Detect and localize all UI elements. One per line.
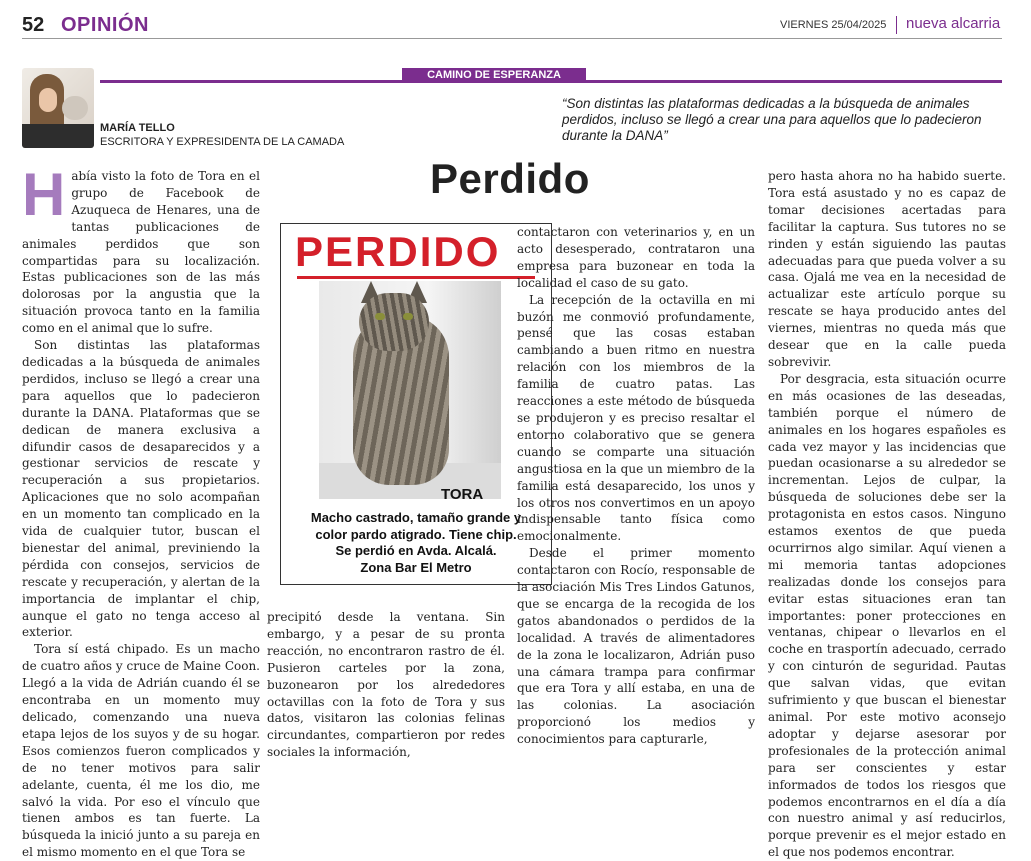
section-title: OPINIÓN xyxy=(61,14,149,36)
poster-desc-line: Zona Bar El Metro xyxy=(360,559,472,575)
pull-quote: “Son distintas las plataformas dedicadas a la búsqueda de animales perdidos, incluso se llegó a crear una para aquellos que lo padecieron durante la DANA” xyxy=(562,96,982,143)
header-rule xyxy=(22,38,1002,39)
lost-cat-poster xyxy=(280,223,552,585)
article-column-1 xyxy=(22,161,260,861)
article-title: Perdido xyxy=(430,155,590,202)
paragraph: La recepción de la octavilla en mi buzón me conmovió profundamente, pensé que las cosas estaban cambiando a buen ritmo en nuestra relación con los miembros de la familia de cuatro patas. Las reacciones a este método de búsqueda se produjeron y es preciso resaltar el entorno colaborativo que se genera cuando se comparte una situación angustiosa en la que un miembro de la familia está desaparecido, los unos y los otros nos convertimos en un apoyo indispensable tanto física como emocionalmente. xyxy=(517,292,755,544)
paragraph: abía visto la foto de Tora en el grupo de Facebook de Azuqueca de Henares, una de tantas publicaciones de animales perdidos que son compartidas para su localización. Estas publicaciones son de las más dolorosas por la angustia que la situación provoca tanto en la familia como en el animal que lo sufre. xyxy=(22,169,260,336)
paragraph: Son distintas las plataformas dedicadas a la búsqueda de animales perdidos, incluso se llegó a crear una para aquellos que lo padecieron durante la DANA. Plataformas que se dedican de manera exclusiva a difundir casos de desaparecidos y a gestionar servicios de rescate y recuperación a sus propietarios. Aplicaciones que no solo acompañan en un momento tan complicado en la vida de cualquier tutor, buscan el bienestar del animal, previniendo la pérdida con consejos, servicios de rescate y recuperación, y alertan de la importancia de implantar el chip, aunque el gato no tenga acceso al exterior. xyxy=(22,338,260,640)
issue-date: VIERNES 25/04/2025 xyxy=(780,19,887,31)
newspaper-brand: nueva alcarria xyxy=(906,15,1001,32)
header-divider xyxy=(896,16,897,34)
paragraph: Desde el primer momento contactaron con Rocío, responsable de la asociación Mis Tres Lindos Gatunos, que se encarga de la recogida de los gatos abandonados o perdidos de la localidad. A través de alimentadores de la zona le localizaron, Adrián puso una cámara trampa para confirmar que era Tora y allí estaba, en una de las colonias. La asociación proporcionó los medios y conocimientos para capturarle, xyxy=(517,546,755,747)
paragraph: contactaron con veterinarios y, en un acto desesperado, contrataron una empresa para buzonear en toda la localidad el caso de su gato. xyxy=(517,225,755,290)
article-column-2 xyxy=(267,609,505,761)
cat-name-label: TORA xyxy=(441,486,484,503)
article-column-3 xyxy=(517,224,755,748)
article-column-4 xyxy=(768,168,1006,861)
poster-desc-line: Macho castrado, tamaño grande y xyxy=(310,510,522,525)
poster-desc-line: Se perdió en Avda. Alcalá. xyxy=(335,543,497,558)
page-number: 52 xyxy=(22,14,45,36)
cat-photo xyxy=(319,281,501,499)
author-role: ESCRITORA Y EXPRESIDENTA DE LA CAMADA xyxy=(100,136,345,148)
paragraph: pero hasta ahora no ha habido suerte. Tora está asustado y no es capaz de tomar decisiones acertadas para facilitar la captura. Sus tutores no se rinden y están siguiendo las pautas adecuadas para que pueda volver a su casa. Ojalá me vea en la necesidad de actualizar este artículo porque su rescate se haya producido antes del viernes, mientras no queda más que desear que en la calle pueda sobrevivir. xyxy=(768,169,1006,369)
author-photo xyxy=(22,68,94,148)
paragraph: precipitó desde la ventana. Sin embargo, y a pesar de su pronta reacción, no encontraron rastro de él. Pusieron carteles por la zona, buzonearon por los alrededores octavillas con la foto de Tora y sus datos, visitaron las colonias felinas circundantes, compartieron por redes sociales la información, xyxy=(267,610,505,760)
paragraph: Tora sí está chipado. Es un macho de cuatro años y cruce de Maine Coon. Llegó a la vida de Adrián cuando él se encontraba en un momento muy delicado, comenzando una nueva etapa lejos de los suyos y de su hogar. Esos comienzos fueron complicados y de no tener motivos para salir adelante, cuenta, él me los dio, me salvó la vida. Por eso el vínculo que tienen ambos es tan fuerte. La búsqueda la inició junto a su pareja en el mismo momento en el que Tora se xyxy=(22,642,260,860)
author-name: MARÍA TELLO xyxy=(100,122,175,134)
poster-heading: PERDIDO xyxy=(295,228,501,275)
column-banner: CAMINO DE ESPERANZA xyxy=(402,68,586,83)
drop-cap: H xyxy=(22,161,66,228)
paragraph: Por desgracia, esta situación ocurre en más ocasiones de las deseadas, también porque el número de animales en los hogares españoles es cada vez mayor y las incidencias que puedan ocasionarse a su alrededor se incrementan. Lejos de culpar, la búsqueda de soluciones debe ser la protagonista en estos casos. Ninguno estamos exentos de que pueda ocurrirnos algo similar. Aquí vienen a mi memoria tantas adopciones realizadas donde los consejos para evitar estas situaciones eran tan importantes: poner protecciones en ventanas, chipear o llevarlos en el coche en trasportín adecuado, cerrado y con cinturón de seguridad. Pautas que salvan vidas, que evitan sufrimiento y que buscan el bienestar animal. Por este motivo aconsejo adoptar y dejarse asesorar por profesionales de la protección animal para ser conscientes y estar informados de todos los riesgos que podemos encontrarnos en el día a día con nuestro animal y así reducirlos, porque prevenir es el mejor estado en el que nos podemos encontrar. xyxy=(768,371,1006,860)
poster-description xyxy=(285,510,547,576)
poster-underline xyxy=(297,276,535,279)
poster-desc-line: color pardo atigrado. Tiene chip. xyxy=(315,526,517,542)
